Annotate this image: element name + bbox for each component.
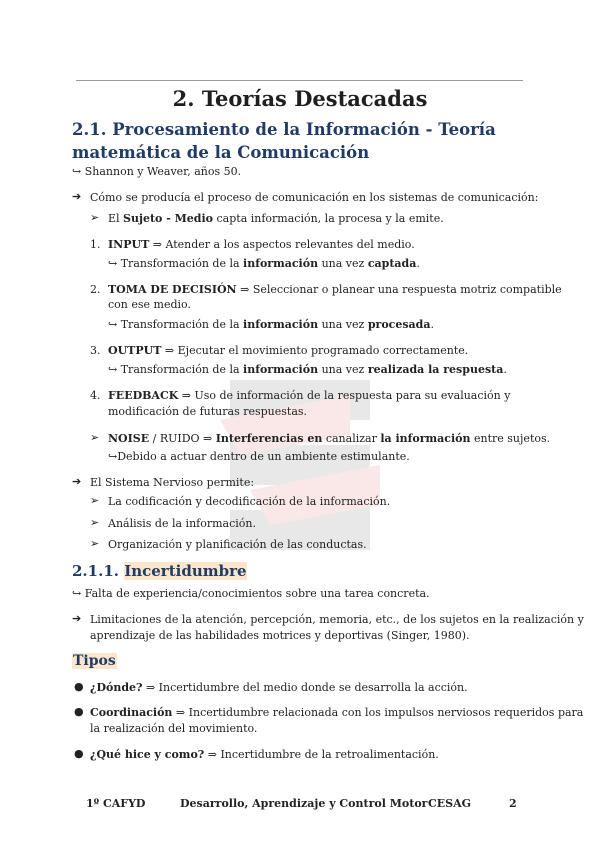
- section-heading-2-1-1: 2.1.1. Incertidumbre: [72, 562, 247, 580]
- hook-arrow-icon: ↪: [108, 318, 118, 331]
- chevron-arrow-icon: ➢: [90, 494, 100, 507]
- limitaciones-line-2: aprendizaje de las habilidades motrices y deportivas (Singer, 1980).: [90, 629, 470, 642]
- tipo-donde: ¿Dónde? ⇒ Incertidumbre del medio donde se desarrolla la acción.: [90, 681, 468, 694]
- chevron-arrow-icon: ➢: [90, 516, 100, 529]
- tipo-que-hice: ¿Qué hice y como? ⇒ Incertidumbre de la retroalimentación.: [90, 748, 439, 761]
- item-number: 2.: [90, 283, 101, 296]
- top-rule: [76, 80, 523, 81]
- bullet-dot-icon: ●: [74, 747, 84, 760]
- bullet-dot-icon: ●: [74, 705, 84, 718]
- limitaciones-line-1: Limitaciones de la atención, percepción, memoria, etc., de los sujetos en la realización y: [90, 613, 584, 626]
- bullet-communication: Cómo se producía el proceso de comunicación en los sistemas de comunicación:: [90, 191, 539, 204]
- chevron-arrow-icon: ➢: [90, 211, 100, 224]
- item-number: 4.: [90, 389, 101, 402]
- shannon-note: ↪ Shannon y Weaver, años 50.: [72, 165, 242, 178]
- footer-course: 1º CAFYD: [86, 797, 146, 810]
- list-item: Análisis de la información.: [108, 517, 256, 530]
- hook-arrow-icon: ↪: [72, 587, 82, 600]
- page-title: 2. Teorías Destacadas: [172, 86, 428, 111]
- item-number: 1.: [90, 238, 101, 251]
- noise-note: ↪Debido a actuar dentro de un ambiente estimulante.: [108, 450, 410, 463]
- section-heading-2-1: 2.1. Procesamiento de la Información - Teoría matemática de la Comunicación: [72, 120, 496, 162]
- arrow-right-icon: ➔: [72, 190, 82, 203]
- item-output-note: ↪ Transformación de la información una vez realizada la respuesta.: [108, 363, 507, 376]
- arrow-right-icon: ➔: [72, 475, 82, 488]
- hook-arrow-icon: ↪: [108, 450, 118, 463]
- item-input-note: ↪ Transformación de la información una vez captada.: [108, 257, 420, 270]
- chevron-arrow-icon: ➢: [90, 537, 100, 550]
- item-feedback: FEEDBACK ⇒ Uso de información de la respuesta para su evaluación y: [108, 389, 511, 402]
- item-input: INPUT ⇒ Atender a los aspectos relevantes del medio.: [108, 238, 415, 251]
- arrow-right-icon: ➔: [72, 612, 82, 625]
- footer-subject: Desarrollo, Aprendizaje y Control Motor: [180, 797, 428, 810]
- item-toma-decision: TOMA DE DECISIÓN ⇒ Seleccionar o planear una respuesta motriz compatible: [108, 283, 562, 296]
- item-feedback-cont: modificación de futuras respuestas.: [108, 405, 308, 418]
- bullet-dot-icon: ●: [74, 680, 84, 693]
- bullet-sistema-nervioso: El Sistema Nervioso permite:: [90, 476, 255, 489]
- hook-arrow-icon: ↪: [108, 363, 118, 376]
- item-toma-decision-note: ↪ Transformación de la información una vez procesada.: [108, 318, 434, 331]
- item-output: OUTPUT ⇒ Ejecutar el movimiento programado correctamente.: [108, 344, 469, 357]
- list-item: Organización y planificación de las conductas.: [108, 538, 367, 551]
- footer-page-number: 2: [509, 797, 517, 810]
- tipo-coordinacion: Coordinación ⇒ Incertidumbre relacionada con los impulsos nerviosos requeridos para: [90, 706, 584, 719]
- noise-line: NOISE / RUIDO ⇒ Interferencias en canalizar la información entre sujetos.: [108, 432, 551, 445]
- incertidumbre-note: ↪ Falta de experiencia/conocimientos sobre una tarea concreta.: [72, 587, 430, 600]
- tipo-coordinacion-cont: la realización del movimiento.: [90, 722, 258, 735]
- item-toma-decision-cont: con ese medio.: [108, 298, 191, 311]
- tipos-heading: Tipos: [73, 653, 116, 669]
- item-number: 3.: [90, 344, 101, 357]
- footer-school: CESAG: [428, 797, 472, 810]
- sub-bullet-sujeto-medio: El Sujeto - Medio capta información, la procesa y la emite.: [108, 212, 444, 225]
- list-item: La codificación y decodificación de la información.: [108, 495, 391, 508]
- hook-arrow-icon: ↪: [108, 257, 118, 270]
- chevron-arrow-icon: ➢: [90, 431, 100, 444]
- hook-arrow-icon: ↪: [72, 165, 82, 178]
